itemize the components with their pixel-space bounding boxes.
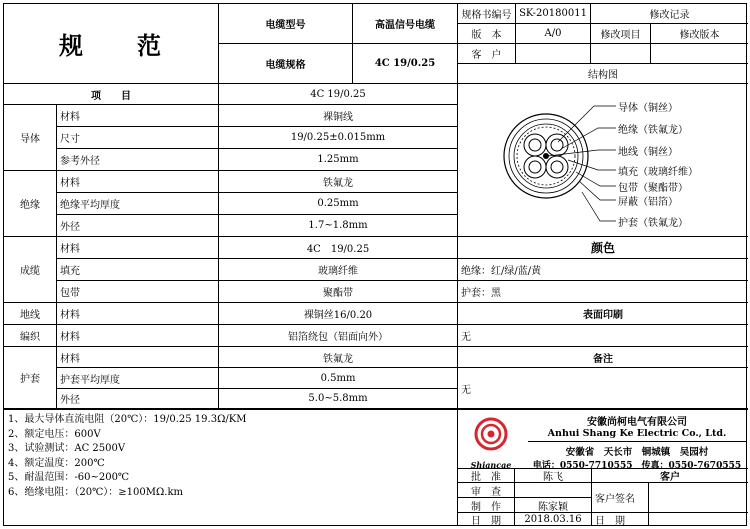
print-value: 无 [458, 325, 748, 347]
group-conductor: 导体 [4, 105, 57, 171]
spec-no-label: 规格书编号 [458, 4, 516, 24]
jacket-material-value: 铁氟龙 [219, 347, 458, 368]
jacket-thickness-value: 0.5mm [219, 368, 458, 389]
note-line: 2、额定电压：600V [8, 428, 101, 440]
customer-date-value [649, 513, 748, 526]
customer-sign-value [649, 483, 748, 513]
print-title: 表面印刷 [458, 303, 748, 325]
label-conductor: 导体（铜丝） [618, 103, 678, 114]
color-insulation: 绝缘：红/绿/蓝/黄 [458, 259, 748, 281]
cable-spec-label: 电缆规格 [219, 44, 353, 84]
spec-no-value: SK-20180011 [516, 4, 591, 24]
cabling-material-label: 材料 [57, 237, 219, 259]
cabling-tape-value: 聚酯带 [219, 281, 458, 303]
version-label: 版 本 [458, 24, 516, 44]
structure-diagram-cell [458, 84, 748, 237]
approve-label: 批 准 [458, 469, 515, 483]
conductor-size-value: 19/0.25±0.015mm [219, 127, 458, 149]
company-name: 安徽尚柯电气有限公司 [587, 417, 687, 428]
drain-material-label: 材料 [57, 303, 219, 325]
approve-value: 陈飞 [515, 469, 592, 483]
modify-item-label: 修改项目 [591, 24, 651, 44]
customer-label: 客 户 [458, 44, 516, 64]
revision-record-label: 修改记录 [591, 4, 748, 24]
company-block [458, 409, 748, 469]
conductor-material-label: 材料 [57, 105, 219, 127]
insulation-thickness-value: 0.25mm [219, 193, 458, 215]
date-label: 日 期 [458, 513, 515, 526]
label-tape: 包带（聚酯带） [618, 183, 688, 194]
note-line: 1、最大导体直流电阻（20℃）：19/0.25 19.3Ω/KM [8, 414, 247, 425]
insulation-od-label: 外径 [57, 215, 219, 237]
cable-spec-value: 4C 19/0.25 [353, 44, 458, 84]
braid-material-label: 材料 [57, 325, 219, 347]
company-address: 安徽省 天长市 铜城镇 吴园村 [565, 447, 709, 458]
modify-version-label: 修改版本 [651, 24, 748, 44]
draft-label: 制 作 [458, 498, 515, 513]
conductor-od-value: 1.25mm [219, 149, 458, 171]
label-insulation: 绝缘（铁氟龙） [618, 125, 688, 136]
company-logo [464, 416, 518, 470]
customer-title: 客户 [592, 469, 748, 483]
group-insulation: 绝缘 [4, 171, 57, 237]
jacket-od-label: 外径 [57, 389, 219, 409]
insulation-material-label: 材料 [57, 171, 219, 193]
review-label: 审 查 [458, 483, 515, 498]
spec-sheet [3, 3, 747, 526]
color-jacket: 护套：黑 [458, 281, 748, 303]
note-line: 4、额定温度：200℃ [8, 457, 105, 469]
drain-material-value: 裸铜丝16/0.20 [219, 303, 458, 325]
review-value [515, 483, 592, 498]
note-line: 5、耐温范围：-60~200℃ [8, 472, 130, 484]
cabling-tape-label: 包带 [57, 281, 219, 303]
label-drain-wire: 地线（铜丝） [618, 147, 678, 158]
braid-material-value: 铝箔绕包（铝面向外） [219, 325, 458, 347]
modify-item-value [591, 44, 651, 64]
date-value: 2018.03.16 [515, 513, 592, 526]
customer-value [516, 44, 591, 64]
label-filler: 填充（玻璃纤维） [618, 167, 698, 178]
label-shield: 屏蔽（铝箔） [618, 197, 678, 208]
cabling-filler-label: 填充 [57, 259, 219, 281]
cable-model-label: 电缆型号 [219, 4, 353, 44]
draft-value: 陈家颖 [515, 498, 592, 513]
color-title: 颜色 [458, 237, 748, 259]
company-phone: 电话：0550-7710555 传真：0550-7670555 [532, 461, 742, 471]
group-braid: 编织 [4, 325, 57, 347]
conductor-size-label: 尺寸 [57, 127, 219, 149]
technical-notes [4, 409, 458, 526]
conductor-od-label: 参考外径 [57, 149, 219, 171]
cabling-material-value: 4C 19/0.25 [219, 237, 458, 259]
note-line: 3、试验测试：AC 2500V [8, 443, 126, 455]
cabling-filler-value: 玻璃纤维 [219, 259, 458, 281]
label-jacket: 护套（铁氟龙） [618, 218, 688, 229]
jacket-material-label: 材料 [57, 347, 219, 368]
item-label: 项 目 [4, 84, 219, 105]
structure-label: 结构图 [458, 64, 748, 84]
logo-text: Shiancae [470, 460, 512, 470]
logo-icon [464, 416, 518, 456]
remark-title: 备注 [458, 347, 748, 368]
remark-value: 无 [458, 368, 748, 409]
jacket-od-value: 5.0~5.8mm [219, 389, 458, 409]
group-cabling: 成缆 [4, 237, 57, 303]
note-line: 6、绝缘电阻：（20℃）：≥100MΩ.km [8, 486, 183, 498]
modify-version-value [651, 44, 748, 64]
cable-cross-section [458, 84, 746, 235]
customer-sign-label: 客户签名 [592, 483, 649, 513]
conductor-material-value: 裸铜线 [219, 105, 458, 127]
customer-date-label: 日 期 [592, 513, 649, 526]
item-value: 4C 19/0.25 [219, 84, 458, 105]
group-jacket: 护套 [4, 347, 57, 409]
insulation-od-value: 1.7~1.8mm [219, 215, 458, 237]
insulation-thickness-label: 绝缘平均厚度 [57, 193, 219, 215]
cable-model-value: 高温信号电缆 [353, 4, 458, 44]
company-name-en: Anhui Shang Ke Electric Co., Ltd. [528, 428, 746, 442]
group-drain: 地线 [4, 303, 57, 325]
document-title: 规 范 [4, 4, 219, 84]
insulation-material-value: 铁氟龙 [219, 171, 458, 193]
version-value: A/0 [516, 24, 591, 44]
jacket-thickness-label: 护套平均厚度 [57, 368, 219, 389]
